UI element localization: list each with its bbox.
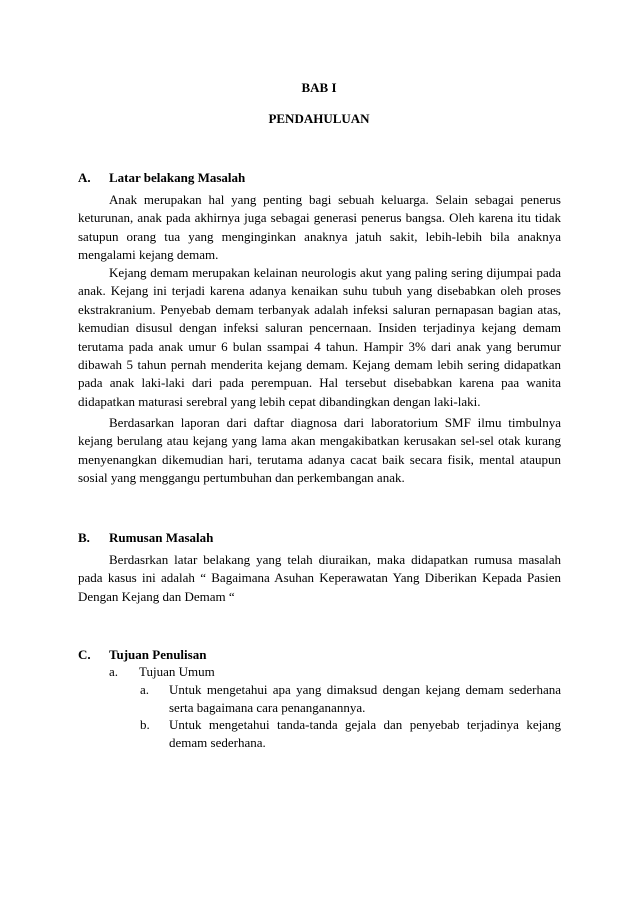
section-c-title: Tujuan Penulisan [109, 647, 207, 662]
list-item [140, 716, 561, 752]
section-a-title: Latar belakang Masalah [109, 170, 246, 185]
chapter-number: BAB I [301, 80, 337, 95]
section-a-number: A. [78, 170, 91, 185]
section-b-paragraph: Berdasrkan latar belakang yang telah diuraikan, maka didapatkan rumusa masalah pada kasus ini adalah “ Bagaimana Asuhan Keperawatan Yang Diberikan Kepada Pasien Dengan Kejang dan Demam “ [78, 552, 561, 604]
section-a-paragraph-2: Kejang demam merupakan kelainan neurologis akut yang paling sering dijumpai pada anak. Kejang ini terjadi karena adanya kenaikan suhu tubuh yang disebabkan oleh proses ekstrakranium. Penyebab demam terbanyak adalah infeksi saluran pernapasan bagian atas, kemudian disusul dengan infeksi saluran pencernaan. Insiden terjadinya kejang demam terutama pada anak umur 6 bulan ssampai 4 tahun. Hampir 3% dari anak yang berumur dibawah 5 tahun pernah menderita kejang demam. Kejang demam lebih sering didapatkan pada anak laki-laki dari pada perempuan. Hal tersebut disebabkan karena paa wanita didapatkan maturasi serebral yang lebih cepat dibandingkan dengan laki-laki. [78, 265, 561, 409]
section-b-number: B. [78, 530, 90, 545]
subsection-label: a. [109, 664, 119, 679]
list-item-label: b. [140, 717, 150, 732]
list-item-text: Untuk mengetahui apa yang dimaksud dengan kejang demam sederhana serta bagaimana cara penanganannya. [169, 682, 561, 715]
subsection-tujuan-umum [109, 663, 561, 681]
list-item-label: a. [140, 682, 150, 697]
subsection-title: Tujuan Umum [139, 664, 215, 679]
list-item-text: Untuk mengetahui tanda-tanda gejala dan penyebab terjadinya kejang demam sederhana. [169, 717, 561, 750]
section-c-number: C. [78, 647, 91, 662]
section-a-paragraph-3: Berdasarkan laporan dari daftar diagnosa dari laboratorium SMF ilmu timbulnya kejang berulang atau kejang yang lama akan mengakibatkan kerusakan sel-sel otak kurang menyenangkan dikemudian hari, terutama adanya cacat baik secara fisik, mental ataupun sosial yang menggangu pertumbuhan dan perkembangan anak. [78, 415, 561, 486]
list-item [140, 681, 561, 717]
section-b-title: Rumusan Masalah [109, 530, 214, 545]
chapter-title: PENDAHULUAN [268, 111, 370, 126]
section-a-paragraph-1: Anak merupakan hal yang penting bagi sebuah keluarga. Selain sebagai penerus keturunan, anak pada akhirnya juga sebagai generasi penerus bangsa. Oleh karena itu tidak satupun orang tua yang menginginkan anaknya jatuh sakit, lebih-lebih bila anaknya mengalami kejang demam. [78, 192, 561, 263]
